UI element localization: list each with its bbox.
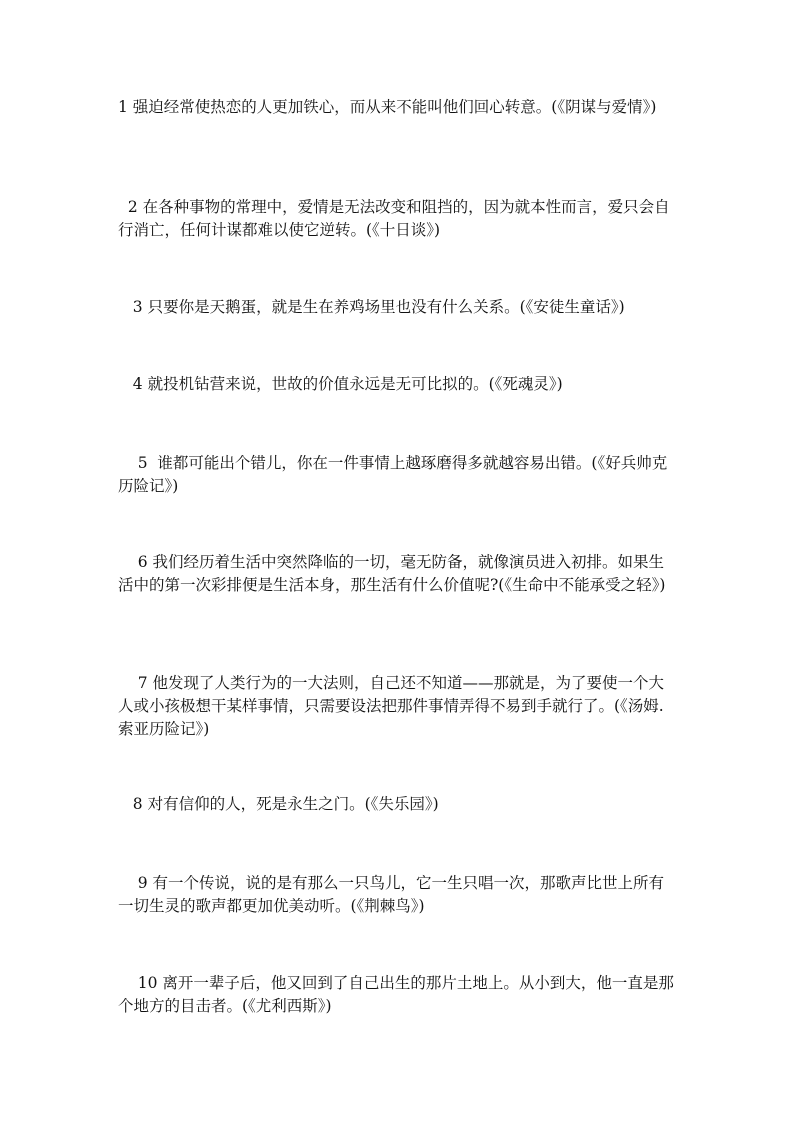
quote-8: 8 对有信仰的人，死是永生之门。(《失乐园》)	[118, 795, 439, 813]
quote-6: 6 我们经历着生活中突然降临的一切，毫无防备，就像演员进入初排。如果生活中的第一次彩排便是生活本身，那生活有什么价值呢?(《生命中不能承受之轻》)	[118, 553, 666, 594]
quote-5: 5 谁都可能出个错儿，你在一件事情上越琢磨得多就越容易出错。(《好兵帅克历险记》)	[118, 454, 668, 495]
quote-2: 2 在各种事物的常理中，爱情是无法改变和阻挡的，因为就本性而言，爱只会自行消亡，任何计谋都难以使它逆转。(《十日谈》)	[118, 198, 670, 239]
quote-3: 3 只要你是天鹅蛋，就是生在养鸡场里也没有什么关系。(《安徒生童话》)	[118, 298, 625, 316]
quote-9: 9 有一个传说，说的是有那么一只鸟儿，它一生只唱一次，那歌声比世上所有一切生灵的歌声都更加优美动听。(《荆棘鸟》)	[118, 874, 665, 915]
quote-10: 10 离开一辈子后，他又回到了自己出生的那片土地上。从小到大，他一直是那个地方的目击者。(《尤利西斯》)	[118, 974, 674, 1015]
quote-7: 7 他发现了人类行为的一大法则，自己还不知道——那就是，为了要使一个大人或小孩极想干某样事情，只需要设法把那件事情弄得不易到手就行了。(《汤姆.索亚历险记》)	[118, 674, 665, 738]
quote-4: 4 就投机钻营来说，世故的价值永远是无可比拟的。(《死魂灵》)	[118, 375, 563, 393]
quote-1: 1 强迫经常使热恋的人更加铁心，而从来不能叫他们回心转意。(《阴谋与爱情》)	[118, 98, 657, 116]
